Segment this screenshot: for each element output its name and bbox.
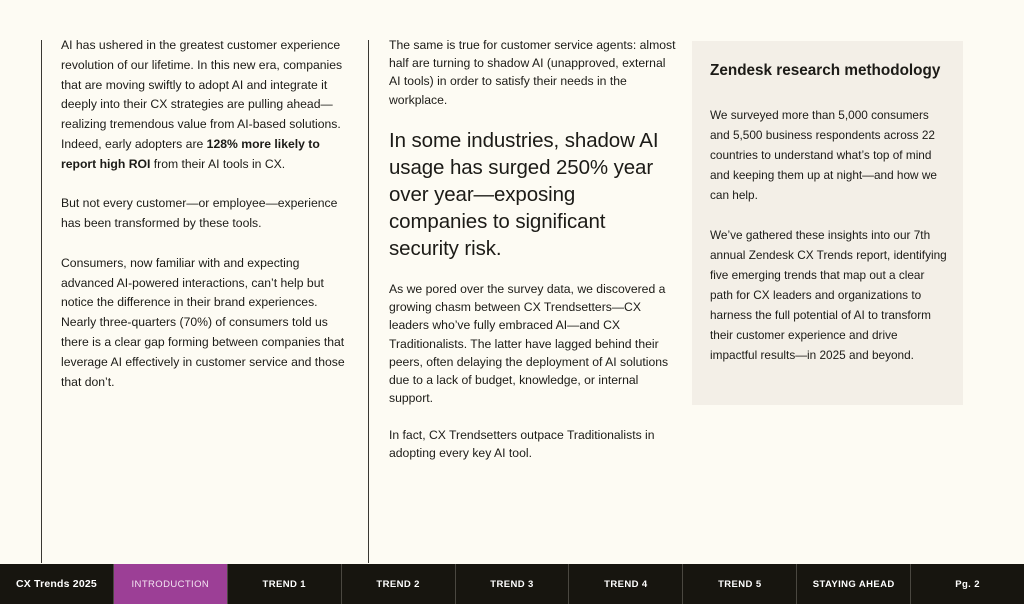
shadow-ai-column: [389, 36, 679, 480]
intro-column: [61, 36, 351, 412]
nav-trend-4[interactable]: TREND 4: [568, 564, 682, 604]
intro-text: AI has ushered in the greatest customer experience revolution of our lifetime. In this new era, companies that are moving swiftly to adopt AI and integrate it deeply into their CX strategies are pulling ahead—realizing tremendous value from AI-based solutions. Indeed, early adopters are: [61, 38, 343, 151]
nav-trend-2[interactable]: TREND 2: [341, 564, 455, 604]
nav-staying-ahead[interactable]: STAYING AHEAD: [796, 564, 910, 604]
callout-paragraph-1: We surveyed more than 5,000 consumers and 5,500 business respondents across 22 countries to understand what’s top of mind and keeping them up at night—and how we can help.: [710, 108, 937, 202]
intro-text-end: from their AI tools in CX.: [150, 156, 286, 171]
pull-quote: In some industries, shadow AI usage has surged 250% year over year—exposing companies to significant security risk.: [389, 129, 659, 260]
intro-paragraph-3: Consumers, now familiar with and expecting advanced AI-powered interactions, can’t help but notice the difference in their brand experiences. Nearly three-quarters (70%) of consumers told us there is a clear gap forming between companies that leverage AI effectively in customer service and those that don’t.: [61, 255, 345, 389]
nav-brand[interactable]: CX Trends 2025: [15, 578, 97, 590]
nav-trend-1[interactable]: TREND 1: [227, 564, 341, 604]
page-number: Pg. 2: [910, 564, 1024, 604]
column-divider-left: [41, 40, 42, 563]
column-divider-middle: [368, 40, 369, 563]
methodology-callout: [692, 41, 963, 405]
callout-title: Zendesk research methodology: [710, 62, 941, 79]
roi-highlight: 128% more likely to report high ROI: [61, 136, 320, 171]
intro-paragraph-2: But not every customer—or employee—experience has been transformed by these tools.: [61, 196, 338, 231]
trendsetters-paragraph: In fact, CX Trendsetters outpace Traditionalists in adopting every key AI tool.: [389, 427, 655, 460]
callout-paragraph-2: We’ve gathered these insights into our 7th annual Zendesk CX Trends report, identifying five emerging trends that map out a clear path for CX leaders and organizations to harness the full potential of AI to transform their customer experience and drive impactful results—in 2025 and beyond.: [710, 227, 947, 362]
agents-paragraph: The same is true for customer service agents: almost half are turning to shadow AI (unapproved, external AI tools) in order to satisfy their needs in the workplace.: [389, 38, 676, 107]
nav-trend-5[interactable]: TREND 5: [682, 564, 796, 604]
nav-introduction[interactable]: INTRODUCTION: [113, 564, 227, 604]
intro-paragraph-1: [61, 36, 351, 175]
survey-paragraph: As we pored over the survey data, we discovered a growing chasm between CX Trendsetters—CX leaders who’ve fully embraced AI—and CX Traditionalists. The latter have lagged behind their peers, often delaying the deployment of AI solutions due to a lack of budget, knowledge, or internal support.: [389, 282, 669, 406]
nav-trend-3[interactable]: TREND 3: [455, 564, 569, 604]
bottom-navigation: [0, 564, 1024, 604]
